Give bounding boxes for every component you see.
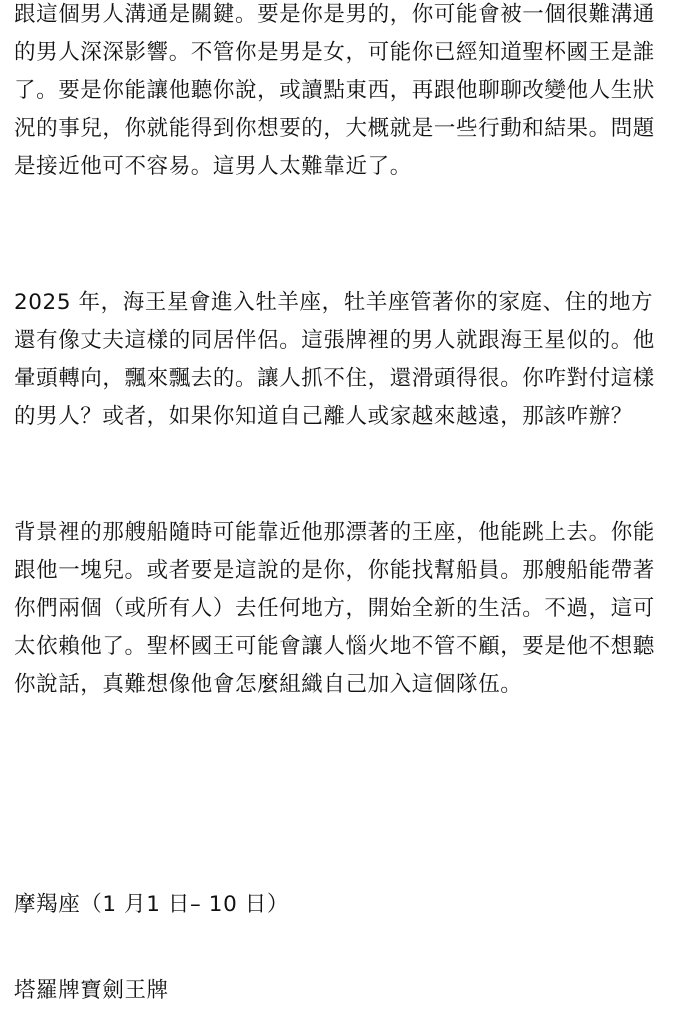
- section-heading-capricorn: 摩羯座（1 月1 日– 10 日）: [14, 892, 290, 917]
- body-paragraph-neptune: 2025 年，海王星會進入牡羊座，牡羊座管著你的家庭、住的地方還有像丈夫這樣的同居伴侶。這張牌裡的男人就跟海王星似的。他暈頭轉向，飄來飄去的。讓人抓不住，還滑頭得很。你咋對付這樣的男人？或者，如果你知道自己離人或家越來越遠，那該咋辦？: [14, 290, 655, 429]
- tarot-card-title: 塔羅牌寶劍王牌: [14, 978, 169, 1003]
- body-paragraph-communication: 跟這個男人溝通是關鍵。要是你是男的，你可能會被一個很難溝通的男人深深影響。不管你是男是女，可能你已經知道聖杯國王是誰了。要是你能讓他聽你說，或讀點東西，再跟他聊聊改變他人生狀況的事兒，你就能得到你想要的，大概就是一些行動和結果。問題是接近他可不容易。這男人太難靠近了。: [14, 2, 655, 179]
- body-paragraph-ship: 背景裡的那艘船隨時可能靠近他那漂著的王座，他能跳上去。你能跟他一塊兒。或者要是這說的是你，你能找幫船員。那艘船能帶著你們兩個（或所有人）去任何地方，開始全新的生活。不過，這可太依賴他了。聖杯國王可能會讓人惱火地不管不顧，要是他不想聽你說話，真難想像他會怎麼組織自己加入這個隊伍。: [14, 520, 655, 697]
